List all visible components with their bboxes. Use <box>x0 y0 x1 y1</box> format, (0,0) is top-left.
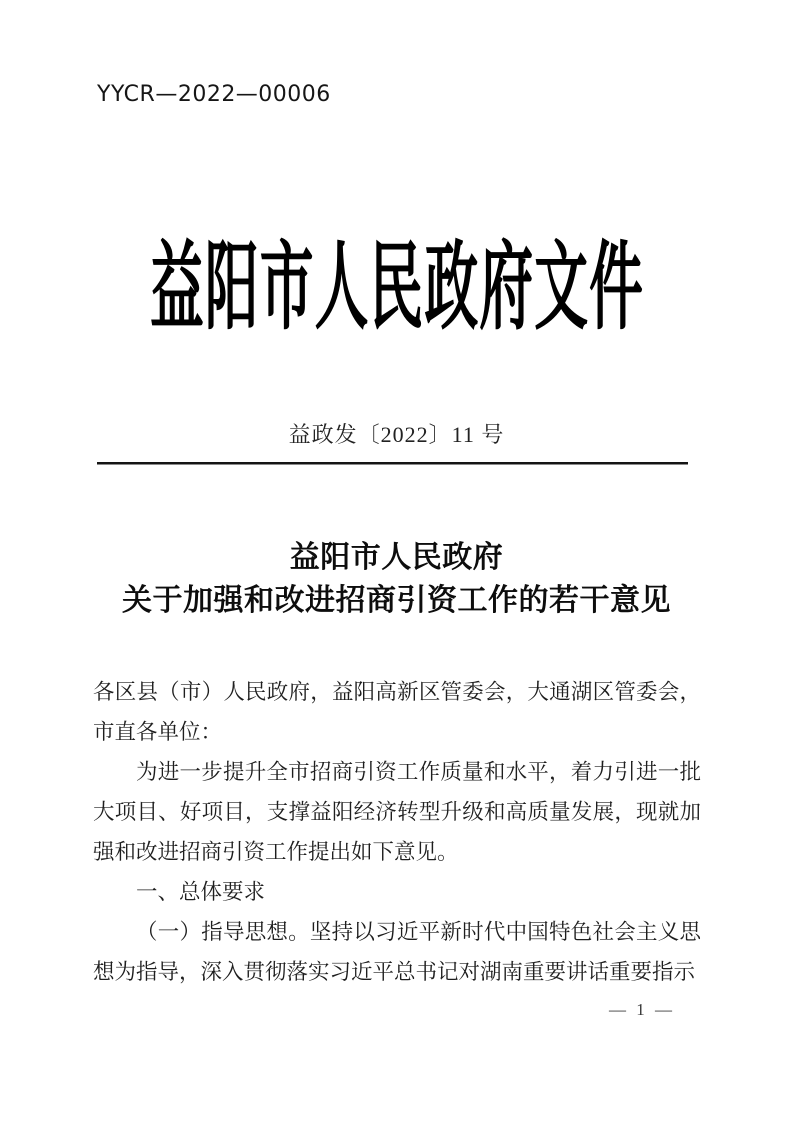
doc-issue-number: 益政发〔2022〕11 号 <box>288 422 505 447</box>
agency-header <box>0 234 793 342</box>
agency-header-title: 益阳市人民政府文件 <box>149 233 644 341</box>
document-title-line2: 关于加强和改进招商引资工作的若干意见 <box>122 584 671 617</box>
section-1-heading: 一、总体要求 <box>136 880 266 904</box>
document-title-line1: 益阳市人民政府 <box>289 541 504 574</box>
page-number: — 1 — <box>609 1000 675 1019</box>
document-title <box>0 536 793 622</box>
document-body <box>93 672 701 992</box>
paragraph-guiding-ideology: （一）指导思想。坚持以习近平新时代中国特色社会主义思想为指导，深入贯彻落实习近平总书记对湖南重要讲话重要指示 <box>93 920 701 984</box>
paragraph-intro: 为进一步提升全市招商引资工作质量和水平，着力引进一批大项目、好项目，支撑益阳经济转型升级和高质量发展，现就加强和改进招商引资工作提出如下意见。 <box>93 760 701 864</box>
header-divider-line <box>97 462 688 465</box>
doc-reference-number: YYCR—2022—00006 <box>97 82 331 107</box>
salutation: 各区县（市）人民政府，益阳高新区管委会，大通湖区管委会，市直各单位： <box>93 680 701 744</box>
